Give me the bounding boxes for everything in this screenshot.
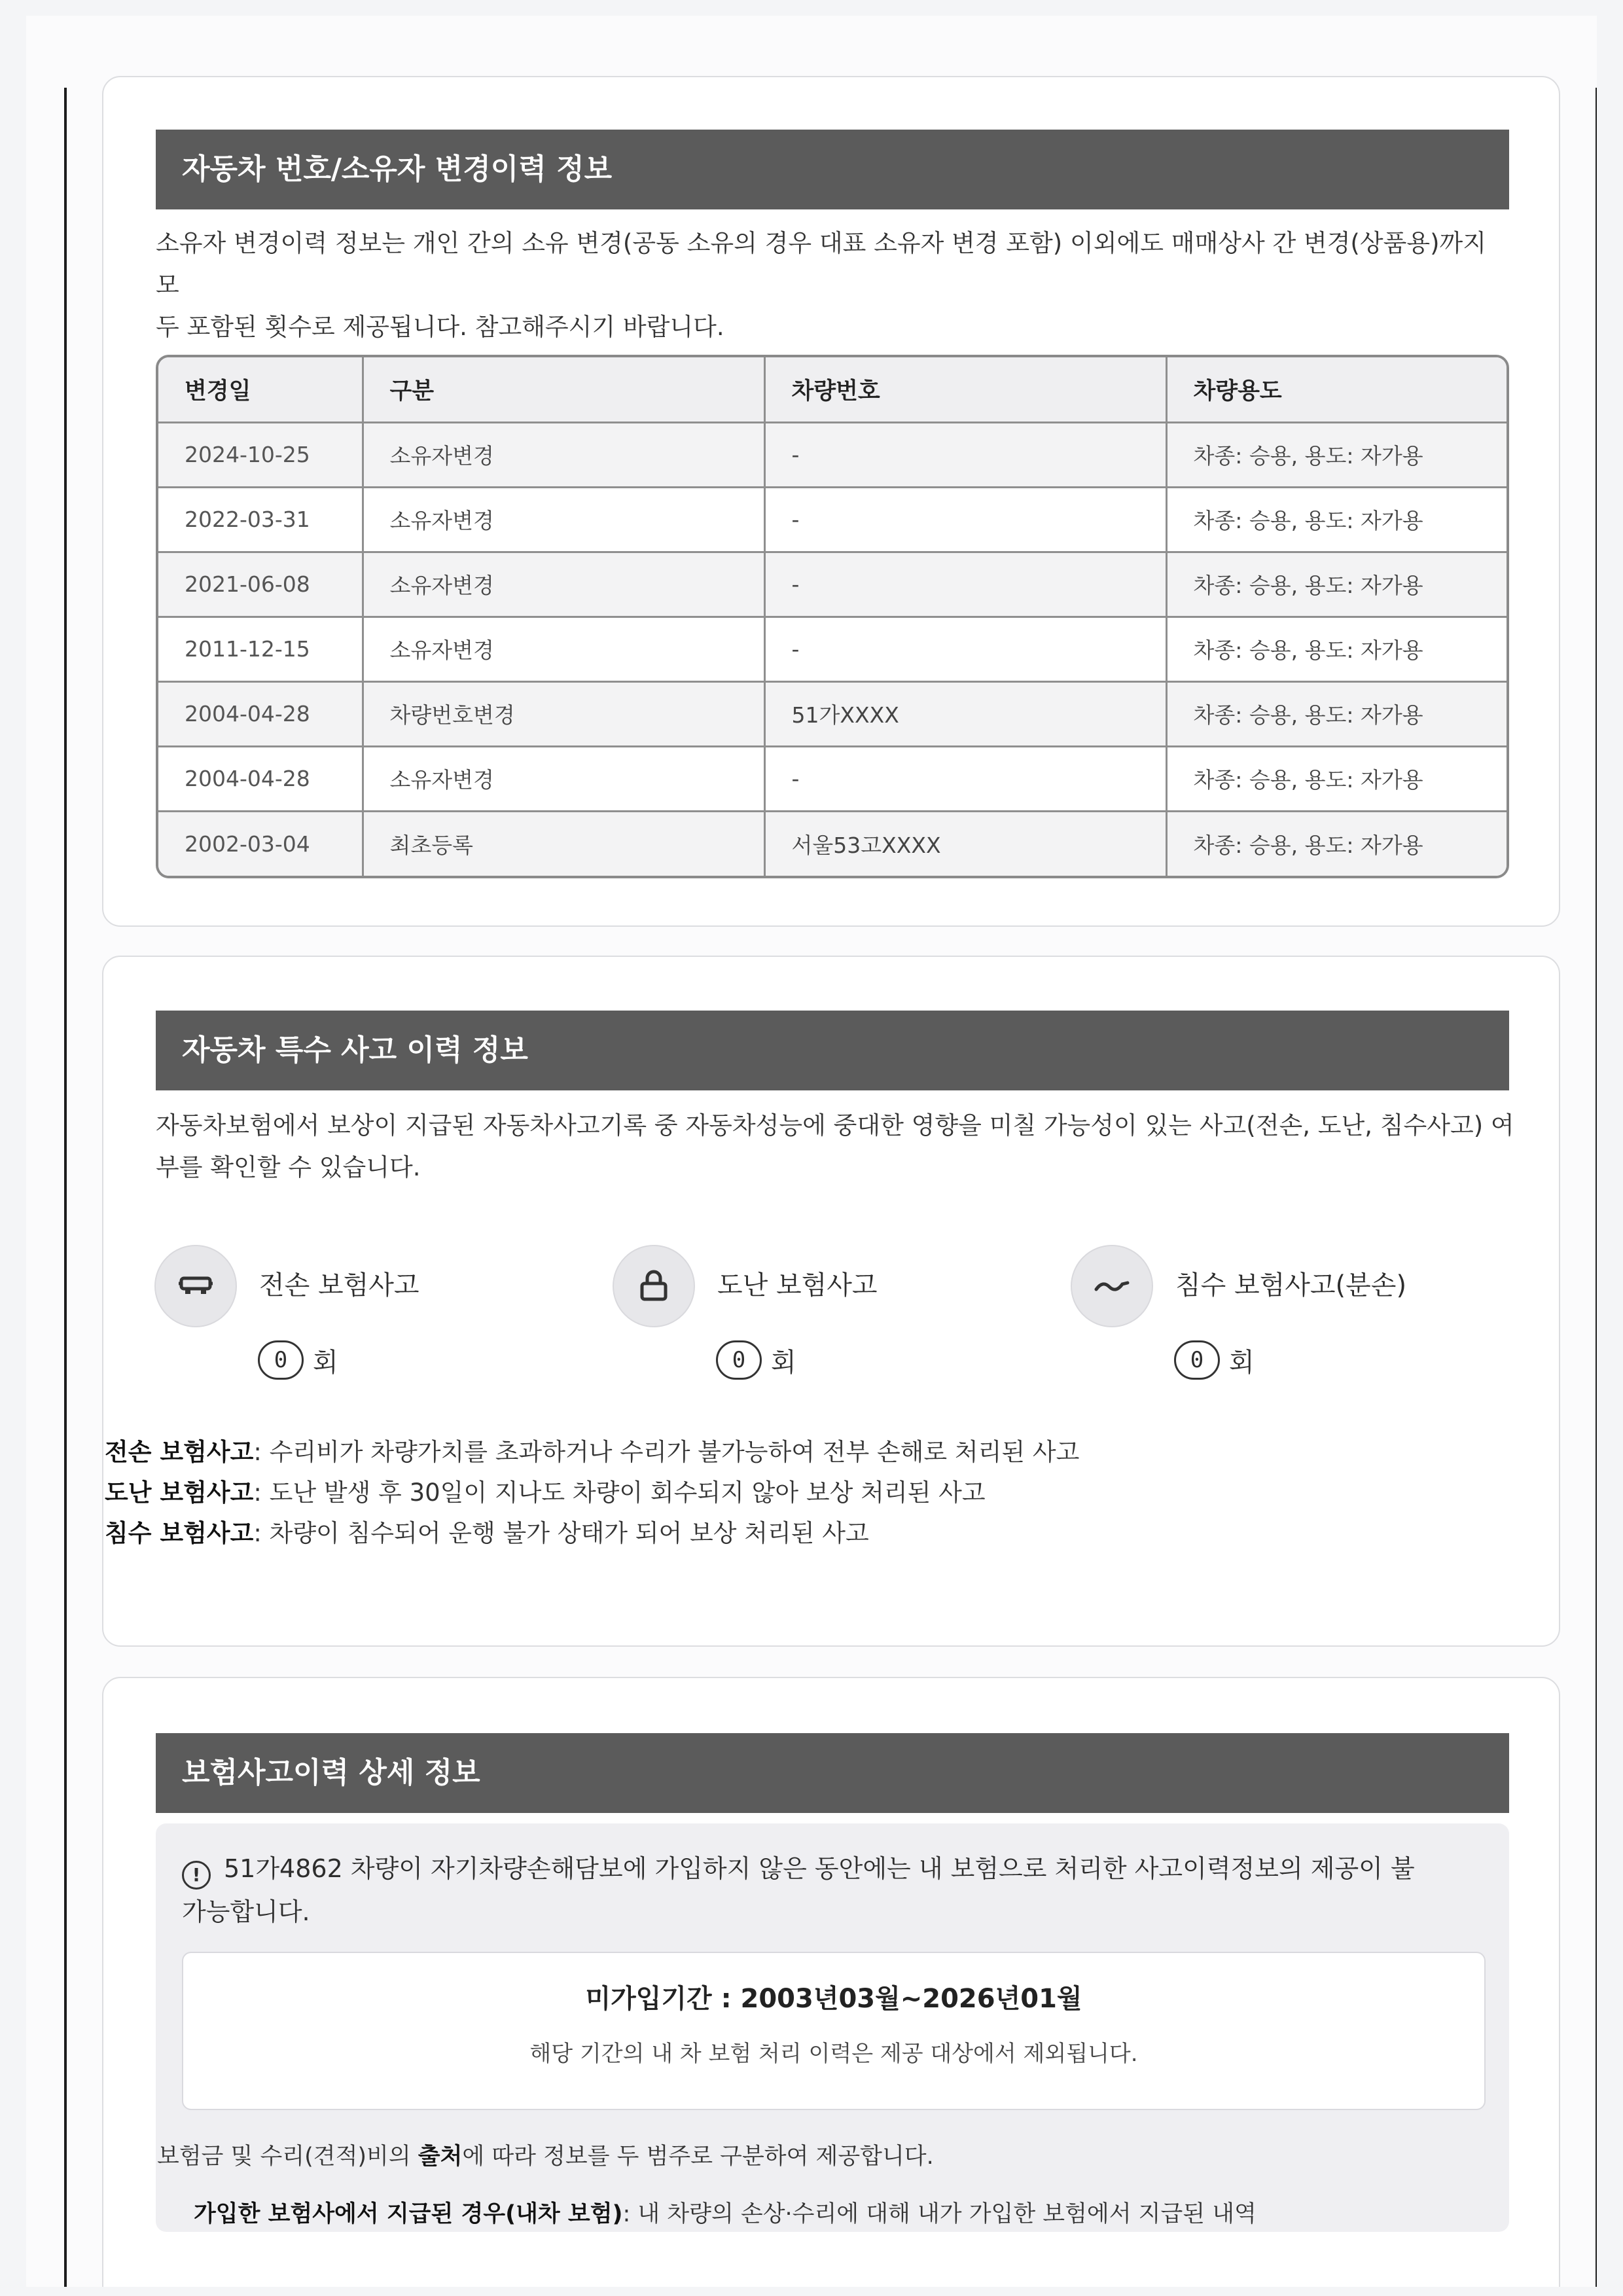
accident-count [716, 1340, 796, 1380]
table-row [158, 617, 1507, 681]
change-date-cell: 2002-03-04 [158, 811, 363, 876]
change-date-cell: 2021-06-08 [158, 552, 363, 617]
column-header: 차량용도 [1166, 357, 1507, 422]
vehicle-use-cell: 차종: 승용, 용도: 자가용 [1166, 422, 1507, 487]
vehicle-use-cell: 차종: 승용, 용도: 자가용 [1166, 681, 1507, 746]
change-type-cell: 소유자변경 [363, 422, 764, 487]
column-header: 차량번호 [764, 357, 1166, 422]
own-insurance-definition [194, 2194, 1257, 2234]
plate-number-cell: - [764, 422, 1166, 487]
detail-section-title: 보험사고이력 상세 정보 [156, 1733, 1509, 1813]
change-date-cell: 2004-04-28 [158, 746, 363, 811]
table-header-row [158, 357, 1507, 422]
vehicle-use-cell: 차종: 승용, 용도: 자가용 [1166, 746, 1507, 811]
definition-term: 도난 보험사고 [105, 1479, 254, 1507]
ownership-history-card [102, 76, 1560, 927]
table-row [158, 487, 1507, 552]
definition-term: 전손 보험사고 [105, 1438, 254, 1466]
change-type-cell: 소유자변경 [363, 487, 764, 552]
change-date-cell: 2011-12-15 [158, 617, 363, 681]
change-date-cell: 2024-10-25 [158, 422, 363, 487]
count-unit: 회 [313, 1347, 338, 1378]
lock-icon [613, 1245, 695, 1327]
ownership-description-line: 두 포함된 횟수로 제공됩니다. 참고해주시기 바랍니다. [156, 313, 724, 341]
definition-text: : 차량이 침수되어 운행 불가 상태가 되어 보상 처리된 사고 [253, 1519, 869, 1547]
change-type-cell: 최초등록 [363, 811, 764, 876]
definition-text: : 수리비가 차량가치를 초과하거나 수리가 불가능하여 전부 손해로 처리된 사고 [253, 1438, 1080, 1466]
special-description-line: 부를 확인할 수 있습니다. [156, 1153, 421, 1181]
count-unit: 회 [771, 1347, 796, 1378]
plate-number-cell: - [764, 487, 1166, 552]
count-unit: 회 [1229, 1347, 1255, 1378]
plate-number-cell: - [764, 552, 1166, 617]
car-wreck-icon [154, 1245, 237, 1327]
special-description [156, 1105, 1517, 1189]
vehicle-use-cell: 차종: 승용, 용도: 자가용 [1166, 552, 1507, 617]
ownership-section-title: 자동차 번호/소유자 변경이력 정보 [156, 130, 1509, 209]
accident-type-label: 침수 보험사고(분손) [1175, 1270, 1407, 1300]
definition-theft [105, 1473, 986, 1513]
vehicle-use-cell: 차종: 승용, 용도: 자가용 [1166, 487, 1507, 552]
plate-number-cell: 51가XXXX [764, 681, 1166, 746]
definition-total-loss [105, 1432, 1079, 1473]
source-text: 에 따라 정보를 두 범주로 구분하여 제공합니다. [462, 2144, 934, 2170]
plate-number-cell: - [764, 746, 1166, 811]
accident-count [1174, 1340, 1255, 1380]
table-row [158, 681, 1507, 746]
document-page [26, 16, 1597, 2287]
column-header: 구분 [363, 357, 764, 422]
change-date-cell: 2022-03-31 [158, 487, 363, 552]
water-wave-icon [1071, 1245, 1153, 1327]
table-row [158, 552, 1507, 617]
scan-edge-right [1596, 88, 1597, 2287]
source-description [157, 2136, 934, 2177]
table-row [158, 746, 1507, 811]
plate-number-cell: 서울53고XXXX [764, 811, 1166, 876]
notice-line: 51가4862 차량이 자기차량손해담보에 가입하지 않은 동안에는 내 보험으로 처리한 사고이력정보의 제공이 불 [224, 1854, 1415, 1883]
source-emphasis: 출처 [418, 2144, 463, 2170]
ownership-description [156, 223, 1517, 348]
notice-text [182, 1847, 1478, 1933]
ownership-table [156, 355, 1509, 878]
change-type-cell: 소유자변경 [363, 617, 764, 681]
count-badge: 0 [716, 1340, 762, 1380]
table-row [158, 422, 1507, 487]
change-type-cell: 차량번호변경 [363, 681, 764, 746]
plate-number-cell: - [764, 617, 1166, 681]
table-row [158, 811, 1507, 876]
special-description-line: 자동차보험에서 보상이 지급된 자동차사고기록 중 자동차성능에 중대한 영향을 미칠 가능성이 있는 사고(전손, 도난, 침수사고) 여 [156, 1111, 1514, 1139]
vehicle-use-cell: 차종: 승용, 용도: 자가용 [1166, 617, 1507, 681]
ownership-description-line: 소유자 변경이력 정보는 개인 간의 소유 변경(공동 소유의 경우 대표 소유자 변경 포함) 이외에도 매매상사 간 변경(상품용)까지 모 [156, 229, 1487, 299]
uninsured-period-title: 미가입기간 : 2003년03월~2026년01월 [585, 1984, 1082, 2014]
special-section-title: 자동차 특수 사고 이력 정보 [156, 1011, 1509, 1090]
change-type-cell: 소유자변경 [363, 552, 764, 617]
uninsured-period-box [182, 1952, 1486, 2110]
info-icon: ! [182, 1861, 211, 1890]
definition-term: 침수 보험사고 [105, 1519, 254, 1547]
vehicle-use-cell: 차종: 승용, 용도: 자가용 [1166, 811, 1507, 876]
accident-count [258, 1340, 338, 1380]
count-badge: 0 [1174, 1340, 1220, 1380]
notice-line: 가능합니다. [182, 1897, 310, 1926]
definition-text: : 도난 발생 후 30일이 지나도 차량이 회수되지 않아 보상 처리된 사고 [253, 1479, 986, 1507]
column-header: 변경일 [158, 357, 363, 422]
change-date-cell: 2004-04-28 [158, 681, 363, 746]
definition-text: : 내 차량의 손상·수리에 대해 내가 가입한 보험에서 지급된 내역 [622, 2201, 1257, 2227]
count-badge: 0 [258, 1340, 304, 1380]
change-type-cell: 소유자변경 [363, 746, 764, 811]
scan-edge-left [64, 88, 67, 2287]
accident-type-label: 전손 보험사고 [259, 1270, 419, 1300]
uninsured-period-note: 해당 기간의 내 차 보험 처리 이력은 제공 대상에서 제외됩니다. [529, 2041, 1138, 2067]
source-text: 보험금 및 수리(견적)비의 [157, 2144, 418, 2170]
accident-type-label: 도난 보험사고 [717, 1270, 878, 1300]
definition-term: 가입한 보험사에서 지급된 경우(내차 보험) [194, 2201, 623, 2227]
definition-flood [105, 1513, 869, 1554]
